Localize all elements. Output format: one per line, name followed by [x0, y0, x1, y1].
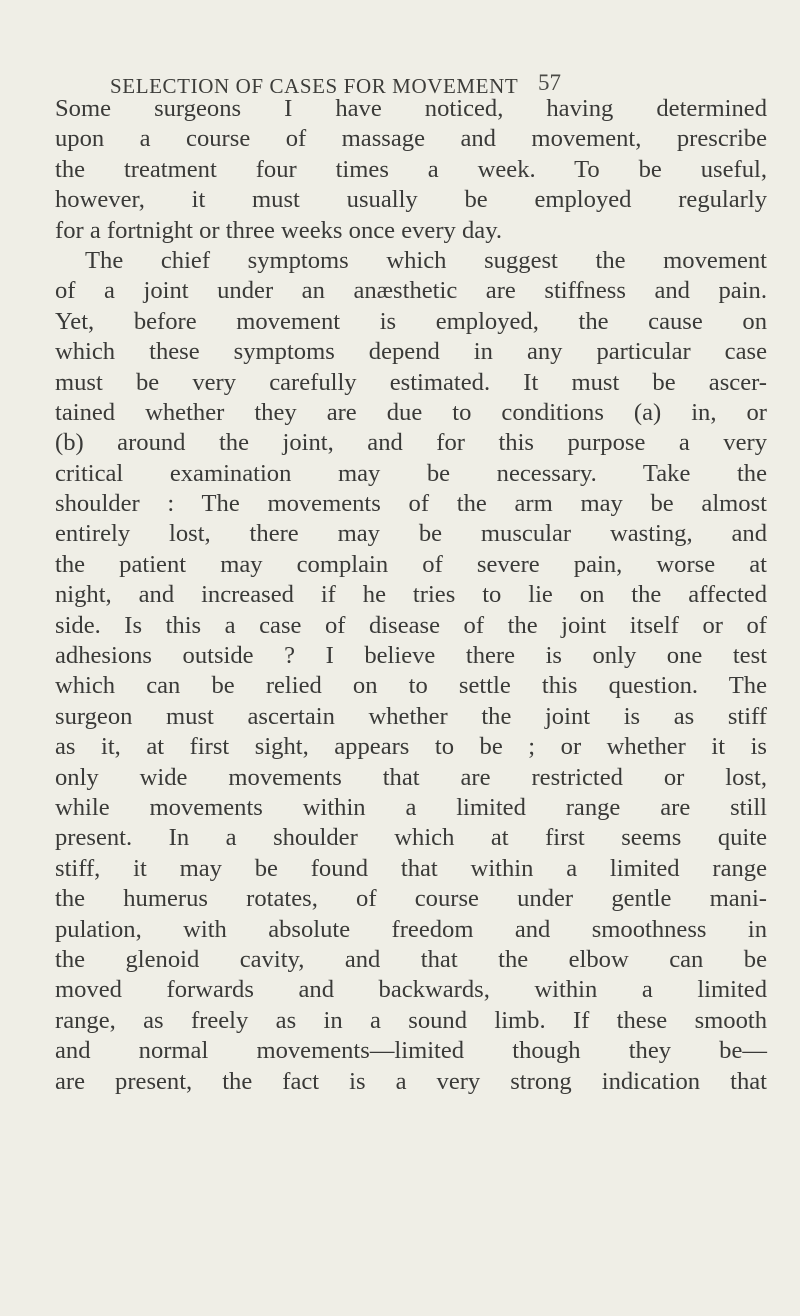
text-line: the glenoid cavity, and that the elbow can be: [55, 945, 767, 973]
text-line: The chief symptoms which suggest the movement: [85, 246, 767, 274]
text-line: Yet, before movement is employed, the cause on: [55, 307, 767, 335]
text-line: only wide movements that are restricted or lost,: [55, 763, 767, 791]
text-line: present. In a shoulder which at first seems quite: [55, 824, 767, 852]
text-line: of a joint under an anæsthetic are stiffness and pain.: [55, 277, 767, 305]
text-line: Some surgeons I have noticed, having determined: [55, 95, 767, 122]
text-line: moved forwards and backwards, within a limited: [55, 976, 767, 1004]
text-line: for a fortnight or three weeks once every day.: [55, 216, 503, 244]
text-line: the treatment four times a week. To be useful,: [55, 155, 767, 183]
text-line: the humerus rotates, of course under gentle mani-: [55, 885, 767, 913]
text-line: shoulder : The movements of the arm may be almost: [55, 490, 767, 518]
text-line: pulation, with absolute freedom and smoothness in: [55, 915, 767, 943]
text-line: must be very carefully estimated. It must be ascer-: [55, 368, 767, 396]
text-line: stiff, it may be found that within a limited range: [55, 854, 767, 882]
text-line: tained whether they are due to conditions (a) in, or: [55, 398, 767, 426]
text-line: critical examination may be necessary. Take the: [55, 459, 767, 487]
text-line: night, and increased if he tries to lie on the affected: [55, 581, 767, 609]
page-number: 57: [538, 70, 561, 95]
running-title: SELECTION OF CASES FOR MOVEMENT: [110, 74, 519, 98]
text-line: surgeon must ascertain whether the joint is as stiff: [55, 702, 767, 730]
page-body-text: [55, 94, 767, 1097]
text-line: (b) around the joint, and for this purpose a very: [55, 429, 767, 457]
text-line: the patient may complain of severe pain, worse at: [55, 550, 767, 578]
text-line: while movements within a limited range are still: [55, 793, 767, 821]
text-line: upon a course of massage and movement, prescribe: [55, 125, 767, 153]
text-line: range, as freely as in a sound limb. If these smooth: [55, 1006, 767, 1034]
text-line: adhesions outside ? I believe there is only one test: [55, 642, 767, 670]
text-line: which can be relied on to settle this question. The: [55, 672, 767, 700]
text-line: as it, at first sight, appears to be ; or whether it is: [55, 733, 767, 761]
text-line: however, it must usually be employed regularly: [55, 186, 767, 214]
text-line: entirely lost, there may be muscular wasting, and: [55, 520, 767, 548]
text-line: side. Is this a case of disease of the joint itself or of: [55, 611, 767, 639]
text-line: are present, the fact is a very strong indication that: [55, 1067, 767, 1095]
text-line: which these symptoms depend in any particular case: [55, 338, 767, 366]
text-line: and normal movements—limited though they be—: [55, 1037, 767, 1065]
